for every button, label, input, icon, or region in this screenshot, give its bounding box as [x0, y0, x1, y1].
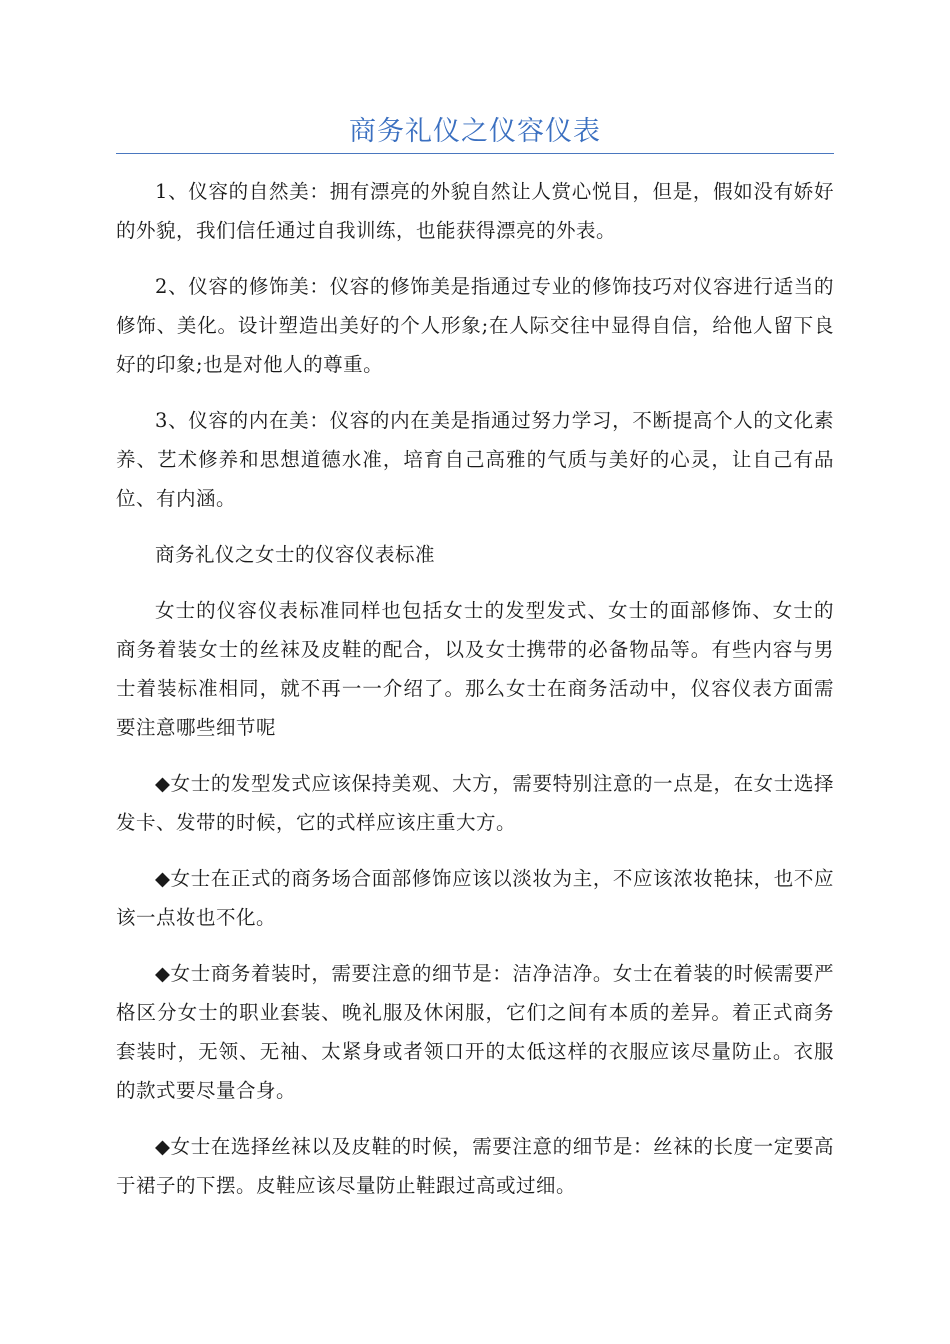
section-heading-women-standards: 商务礼仪之女士的仪容仪表标准: [155, 543, 436, 566]
paragraph-decorative-beauty: 2、仪容的修饰美：仪容的修饰美是指通过专业的修饰技巧对仪容进行适当的修饰、美化。设计塑造出美好的个人形象;在人际交往中显得自信，给他人留下良好的印象;也是对他人的尊重。: [116, 275, 834, 376]
document-body: [116, 172, 834, 1222]
paragraph-inner-beauty: 3、仪容的内在美：仪容的内在美是指通过努力学习，不断提高个人的文化素养、艺术修养和思想道德水准，培育自己高雅的气质与美好的心灵，让自己有品位、有内涵。: [116, 409, 834, 510]
bullet-hairstyle: ◆女士的发型发式应该保持美观、大方，需要特别注意的一点是，在女士选择发卡、发带的时候，它的式样应该庄重大方。: [116, 772, 834, 834]
paragraph-natural-beauty: 1、仪容的自然美：拥有漂亮的外貌自然让人赏心悦目，但是，假如没有娇好的外貌，我们信任通过自我训练，也能获得漂亮的外表。: [116, 180, 834, 242]
title-underline: [116, 153, 834, 154]
document-title: 商务礼仪之仪容仪表: [349, 116, 601, 147]
bullet-makeup: ◆女士在正式的商务场合面部修饰应该以淡妆为主，不应该浓妆艳抹，也不应该一点妆也不化。: [116, 867, 834, 929]
paragraph-women-intro: 女士的仪容仪表标准同样也包括女士的发型发式、女士的面部修饰、女士的商务着装女士的丝袜及皮鞋的配合，以及女士携带的必备物品等。有些内容与男士着装标准相同，就不再一一介绍了。那么女士在商务活动中，仪容仪表方面需要注意哪些细节呢: [116, 599, 834, 739]
bullet-attire: ◆女士商务着装时，需要注意的细节是：洁净洁净。女士在着装的时候需要严格区分女士的职业套装、晚礼服及休闲服，它们之间有本质的差异。着正式商务套装时，无领、无袖、太紧身或者领口开的太低这样的衣服应该尽量防止。衣服的款式要尽量合身。: [116, 962, 834, 1102]
bullet-stockings-shoes: ◆女士在选择丝袜以及皮鞋的时候，需要注意的细节是：丝袜的长度一定要高于裙子的下摆。皮鞋应该尽量防止鞋跟过高或过细。: [116, 1135, 834, 1197]
